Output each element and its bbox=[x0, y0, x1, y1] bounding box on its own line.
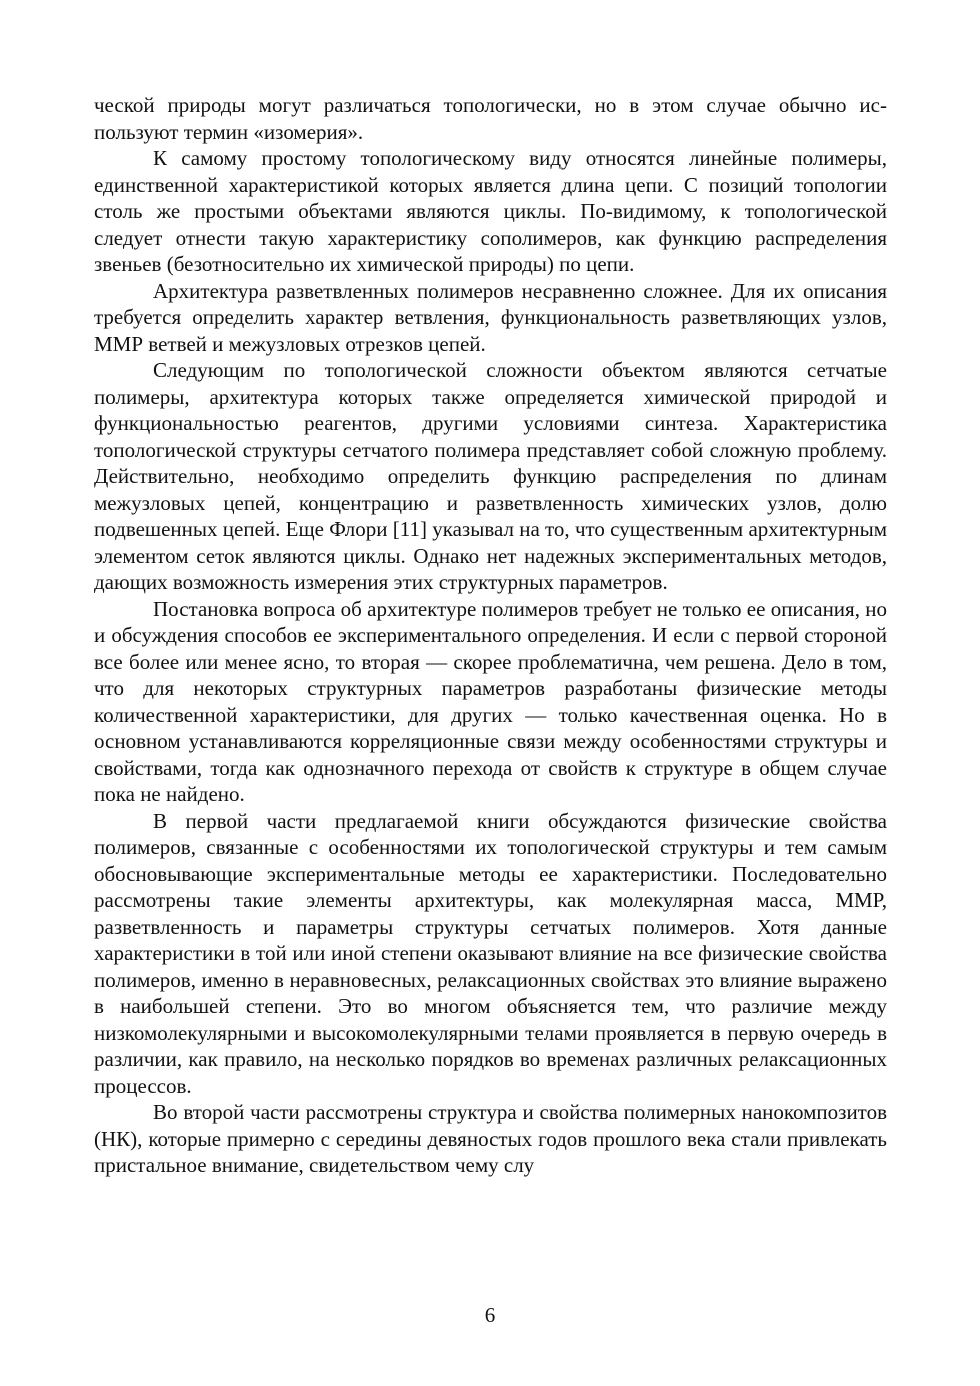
paragraph-network-polymers: Следующим по топологической сложности объектом являются сетчатые полимеры, архитектура которых также определяется химической природой и функциональностью реагентов, другими условиями синтеза. Характеристика топологической структуры сетчатого полимера представляет собой сложную проблему. Действительно, необходимо определить функцию распределения по длинам межузловых цепей, концентрацию и разветвленность химических узлов, долю подвешенных цепей. Еще Флори [11] указывал на то, что существенным архитектурным элементом сеток являются циклы. Однако нет надежных экспериментальных методов, дающих возможность измерения этих структурных параметров. bbox=[94, 358, 887, 594]
paragraph-continuation: ческой природы могут различаться топологически, но в этом случае обычно используют термин «изомерия». bbox=[94, 93, 887, 144]
paragraph-branched-polymers: Архитектура разветвленных полимеров несравненно сложнее. Для их описания требуется определить характер ветвления, функциональность разветвляющих узлов, ММР ветвей и межузловых отрезков цепей. bbox=[94, 278, 887, 356]
paragraph-architecture-question: Постановка вопроса об архитектуре полимеров требует не только ее описания, но и обсуждения способов ее экспериментального определения. И если с первой стороной все более или менее ясно, то вторая — скорее проблематична, чем решена. Дело в том, что для некоторых структурных параметров разработаны физические методы количественной характеристики, для других — только качественная оценка. Но в основном устанавливаются корреляционные связи между особенностями структуры и свойствами, тогда как однозначного перехода от свойств к структуре в общем случае пока не найдено. bbox=[94, 596, 887, 806]
page-body bbox=[94, 92, 887, 1179]
page-number: 6 bbox=[484, 1303, 496, 1327]
paragraph-linear-polymers: К самому простому топологическому виду относятся линейные полимеры, единственной характеристикой которых является длина цепи. С позиций топологии столь же простыми объектами являются циклы. По-видимому, к топологической следует отнести такую характеристику сополимеров, как функцию распределения звеньев (безотносительно их химической природы) по цепи. bbox=[94, 146, 887, 276]
paragraph-first-part: В первой части предлагаемой книги обсуждаются физические свойства полимеров, связанные с особенностями их топологической структуры и тем самым обосновывающие экспериментальные методы ее характеристики. Последовательно рассмотрены такие элементы архитектуры, как молекулярная масса, ММР, разветвленность и параметры структуры сетчатых полимеров. Хотя данные характеристики в той или иной степени оказывают влияние на все физические свойства полимеров, именно в неравновесных, релаксационных свойствах это влияние выражено в наибольшей степени. Это во многом объясняется тем, что различие между низкомолекулярными и высокомолекулярными телами проявляется в первую очередь в различии, как правило, на несколько порядков во временах различных релаксационных процессов. bbox=[94, 808, 887, 1098]
paragraph-second-part: Во второй части рассмотрены структура и свойства полимерных нанокомпозитов (НК), которые примерно с середины девяностых годов прошлого века стали привлекать пристальное внимание, свидетельством чему слу bbox=[94, 1100, 887, 1177]
